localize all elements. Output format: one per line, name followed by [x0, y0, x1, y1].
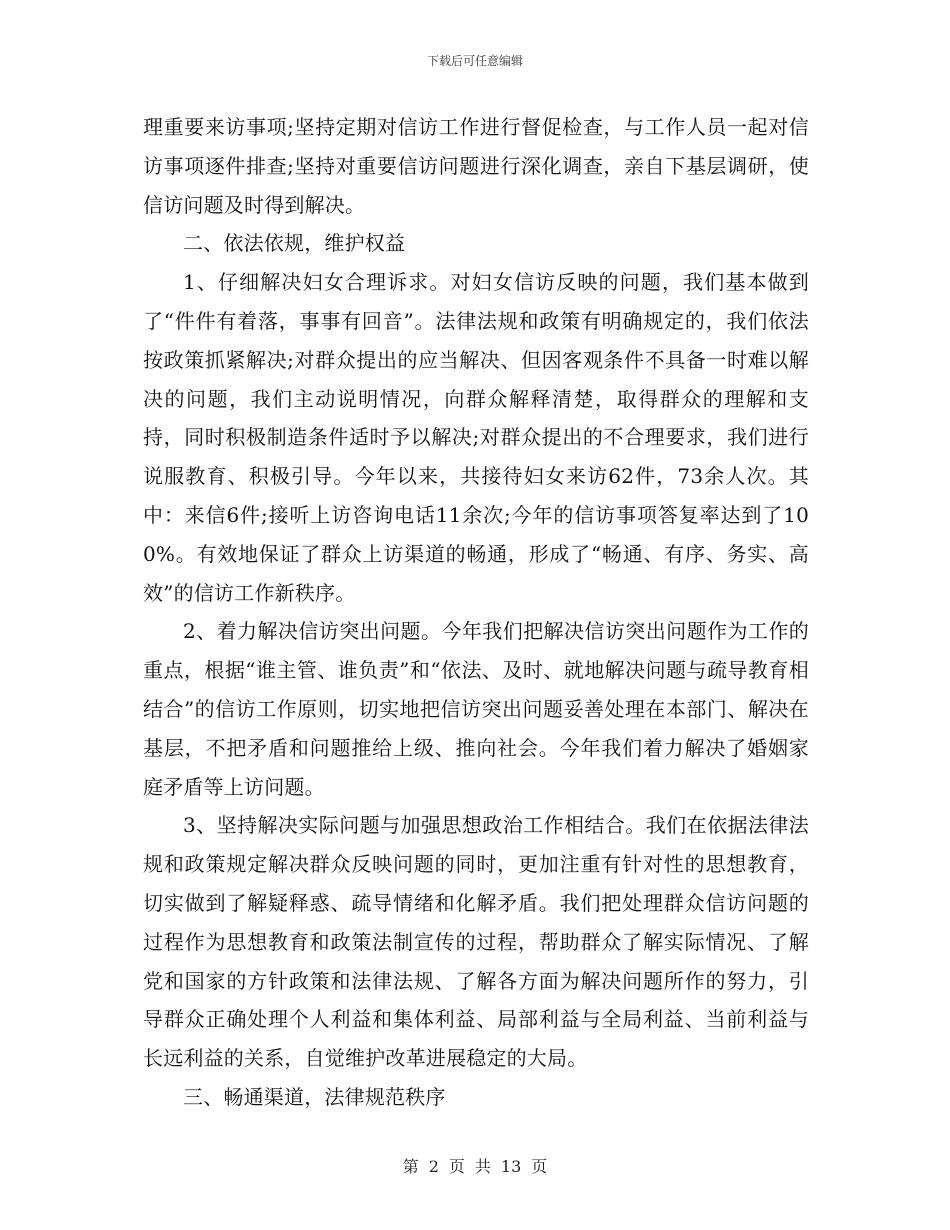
footer-prefix: 第 — [402, 1157, 419, 1176]
footer-total-pages: 13 — [500, 1157, 522, 1176]
footer-page-word: 页 — [448, 1157, 465, 1176]
paragraph-2-1: 1、仔细解决妇女合理诉求。对妇女信访反映的问题，我们基本做到了“件件有着落，事事有回音”。法律法规和政策有明确规定的，我们依法按政策抓紧解决;对群众提出的应当解决、但因客观条件不具备一时难以解决的问题，我们主动说明情况，向群众解释清楚，取得群众的理解和支持，同时积极制造条件适时予以解决;对群众提出的不合理要求，我们进行说服教育、积极引导。今年以来，共接待妇女来访62件，73余人次。其中：来信6件;接听上访咨询电话11余次;今年的信访事项答复率达到了100%。有效地保证了群众上访渠道的畅通，形成了“畅通、有序、务实、高效”的信访工作新秩序。 — [143, 270, 809, 605]
page-footer — [0, 1154, 950, 1177]
paragraph-1: 理重要来访事项;坚持定期对信访工作进行督促检查，与工作人员一起对信访事项逐件排查;坚持对重要信访问题进行深化调查，亲自下基层调研，使信访问题及时得到解决。 — [143, 115, 809, 217]
page-header: 下载后可任意编辑 — [426, 54, 523, 68]
section-heading-2: 二、依法依规，维护权益 — [183, 231, 406, 256]
document-body — [143, 108, 809, 1117]
paragraph-2-2: 2、着力解决信访突出问题。今年我们把解决信访突出问题作为工作的重点，根据“谁主管、谁负责”和“依法、及时、就地解决问题与疏导教育相结合”的信访工作原则，切实地把信访突出问题妥善处理在本部门、解决在基层，不把矛盾和问题推给上级、推向社会。今年我们着力解决了婚姻家庭矛盾等上访问题。 — [143, 619, 809, 799]
footer-page-number: 2 — [428, 1157, 439, 1176]
footer-suffix: 页 — [531, 1157, 548, 1176]
footer-total-word: 共 — [474, 1157, 491, 1176]
paragraph-2-3: 3、坚持解决实际问题与加强思想政治工作相结合。我们在依据法律法规和政策规定解决群众反映问题的同时，更加注重有针对性的思想教育，切实做到了解疑释惑、疏导情绪和化解矛盾。我们把处理群众信访问题的过程作为思想教育和政策法制宣传的过程，帮助群众了解实际情况、了解党和国家的方针政策和法律法规、了解各方面为解决问题所作的努力，引导群众正确处理个人利益和集体利益、局部利益与全局利益、当前利益与长远利益的关系，自觉维护改革进展稳定的大局。 — [143, 813, 809, 1071]
section-heading-3: 三、畅通渠道，法律规范秩序 — [183, 1084, 446, 1109]
